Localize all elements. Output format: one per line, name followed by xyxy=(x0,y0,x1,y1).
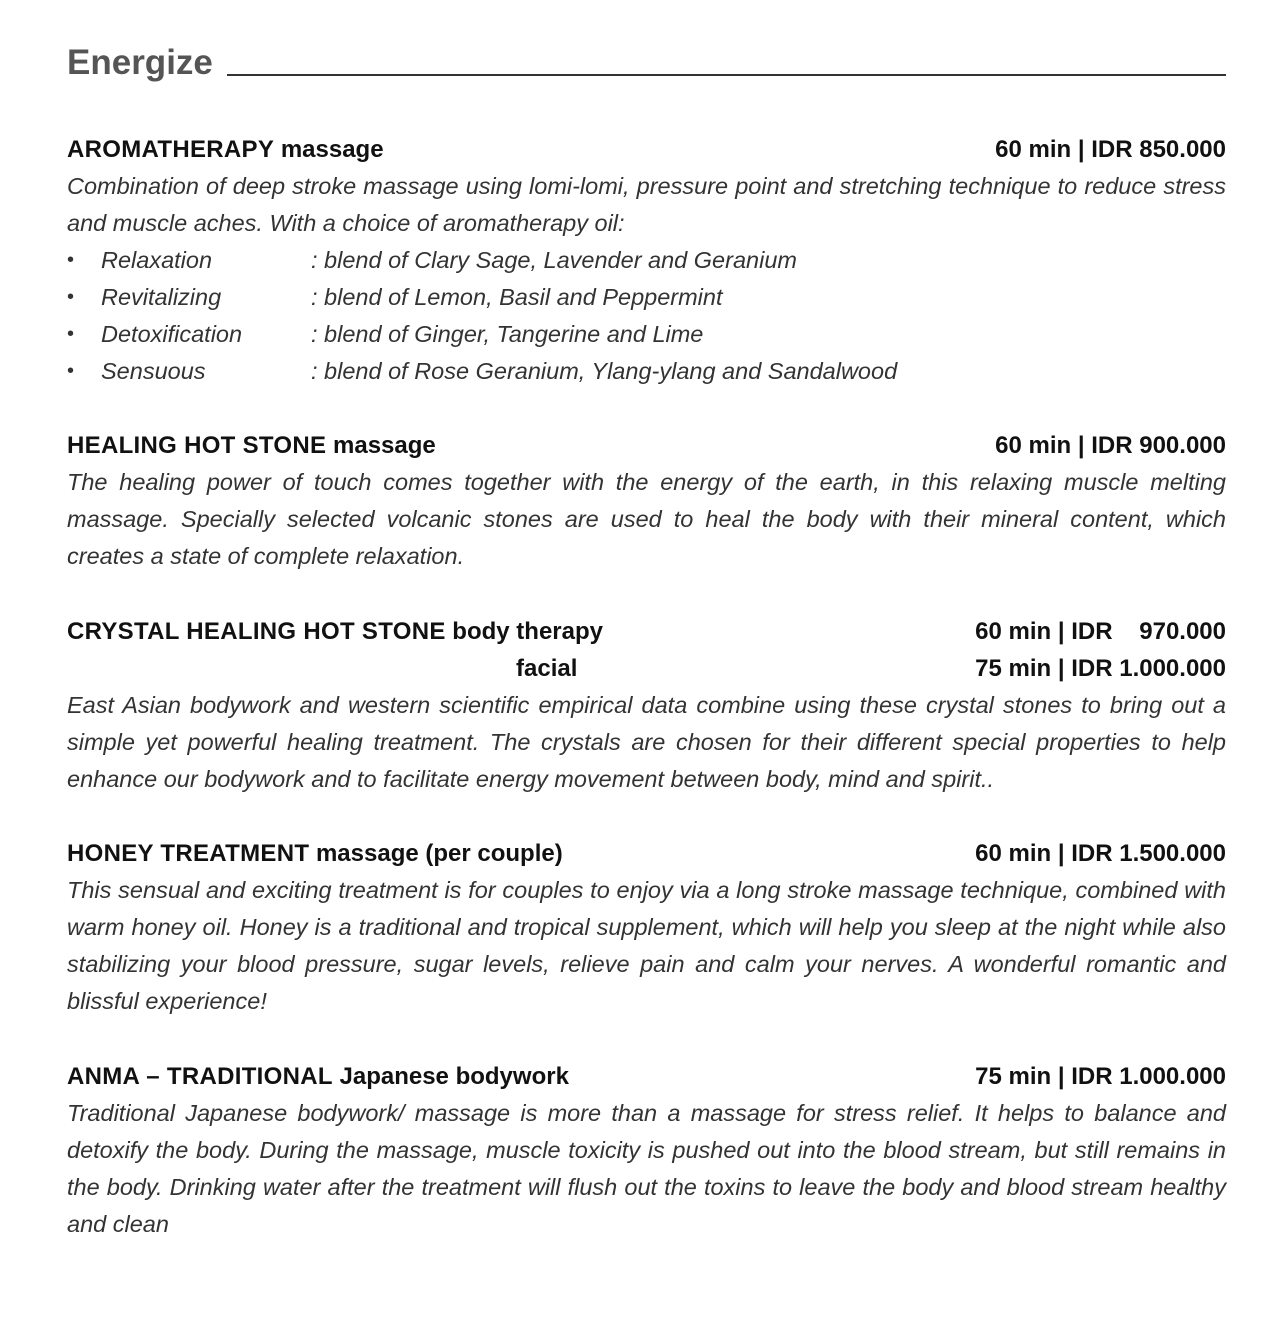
oil-name: Sensuous xyxy=(101,358,206,384)
section-header xyxy=(67,38,1226,82)
treatment-name-caps: AROMATHERAPY xyxy=(67,136,275,163)
bullet-icon: • xyxy=(67,286,75,308)
oil-name: Revitalizing xyxy=(101,284,222,310)
section-divider xyxy=(227,74,1226,76)
treatment-name-caps: ANMA – TRADITIONAL xyxy=(67,1063,333,1090)
treatment-variant-label: facial xyxy=(516,655,578,682)
treatment-name xyxy=(67,613,603,650)
treatment-description: East Asian bodywork and western scientific empirical data combine using these crystal stones to bring out a simple yet powerful healing treatment. The crystals are chosen for their different special properties to help enhance our bodywork and to facilitate energy movement between body, mind and spirit.. xyxy=(67,692,1226,792)
treatment-crystal-healing-hot-stone xyxy=(67,613,1226,798)
treatment-name-caps: HEALING HOT STONE xyxy=(67,432,327,459)
treatment-name-suffix: massage xyxy=(326,432,436,459)
treatment-heading xyxy=(67,131,1226,168)
oil-choice-list xyxy=(67,242,1226,390)
treatment-heading xyxy=(67,835,1226,872)
treatment-name-suffix: Japanese bodywork xyxy=(332,1063,569,1090)
oil-blend: : blend of Lemon, Basil and Peppermint xyxy=(311,284,723,310)
treatment-variant-row xyxy=(67,650,1226,687)
bullet-icon: • xyxy=(67,249,75,271)
oil-list-item xyxy=(67,242,1226,279)
treatment-price: 60 min | IDR 970.000 xyxy=(975,618,1226,645)
treatment-price: 60 min | IDR 1.500.000 xyxy=(975,840,1226,867)
bullet-icon: • xyxy=(67,360,75,382)
treatment-name xyxy=(67,427,436,464)
treatment-name-suffix: body therapy xyxy=(445,618,603,645)
spa-menu-page xyxy=(67,38,1226,1237)
treatment-name-suffix: massage xyxy=(274,136,384,163)
treatment-description: Combination of deep stroke massage using lomi-lomi, pressure point and stretching technique to reduce stress and muscle aches. With a choice of aromatherapy oil: xyxy=(67,173,1226,236)
treatment-heading xyxy=(67,1058,1226,1095)
treatment-name-suffix: massage (per couple) xyxy=(309,840,563,867)
treatment-price: 60 min | IDR 850.000 xyxy=(995,136,1226,163)
oil-list-item xyxy=(67,353,1226,390)
treatment-name xyxy=(67,131,384,168)
treatment-heading xyxy=(67,427,1226,464)
oil-name: Detoxification xyxy=(101,321,243,347)
treatment-name-caps: HONEY TREATMENT xyxy=(67,840,310,867)
treatment-description: The healing power of touch comes together with the energy of the earth, in this relaxing muscle melting massage. Specially selected volcanic stones are used to heal the body with their mineral content, which creates a state of complete relaxation. xyxy=(67,469,1226,569)
treatment-heading xyxy=(67,613,1226,650)
oil-blend: : blend of Ginger, Tangerine and Lime xyxy=(311,321,704,347)
treatment-anma-traditional xyxy=(67,1058,1226,1243)
treatment-name xyxy=(67,1058,569,1095)
oil-blend: : blend of Rose Geranium, Ylang-ylang and Sandalwood xyxy=(311,358,898,384)
oil-list-item xyxy=(67,279,1226,316)
treatment-description: Traditional Japanese bodywork/ massage is more than a massage for stress relief. It helps to balance and detoxify the body. During the massage, muscle toxicity is pushed out into the blood stream, but still remains in the body. Drinking water after the treatment will flush out the toxins to leave the body and blood stream healthy and clean xyxy=(67,1100,1226,1237)
treatment-name-caps: CRYSTAL HEALING HOT STONE xyxy=(67,618,446,645)
treatment-healing-hot-stone xyxy=(67,427,1226,575)
treatment-aromatherapy xyxy=(67,131,1226,390)
treatment-variant-price: 75 min | IDR 1.000.000 xyxy=(975,655,1226,682)
treatment-price: 75 min | IDR 1.000.000 xyxy=(975,1063,1226,1090)
treatment-name xyxy=(67,835,563,872)
oil-name: Relaxation xyxy=(101,247,213,273)
bullet-icon: • xyxy=(67,323,75,345)
section-title: Energize xyxy=(67,43,213,82)
treatment-honey xyxy=(67,835,1226,1020)
treatment-description: This sensual and exciting treatment is for couples to enjoy via a long stroke massage technique, combined with warm honey oil. Honey is a traditional and tropical supplement, which will help you sleep at the night while also stabilizing your blood pressure, sugar levels, relieve pain and calm your nerves. A wonderful romantic and blissful experience! xyxy=(67,877,1226,1014)
oil-blend: : blend of Clary Sage, Lavender and Geranium xyxy=(311,247,797,273)
treatment-price: 60 min | IDR 900.000 xyxy=(995,432,1226,459)
oil-list-item xyxy=(67,316,1226,353)
